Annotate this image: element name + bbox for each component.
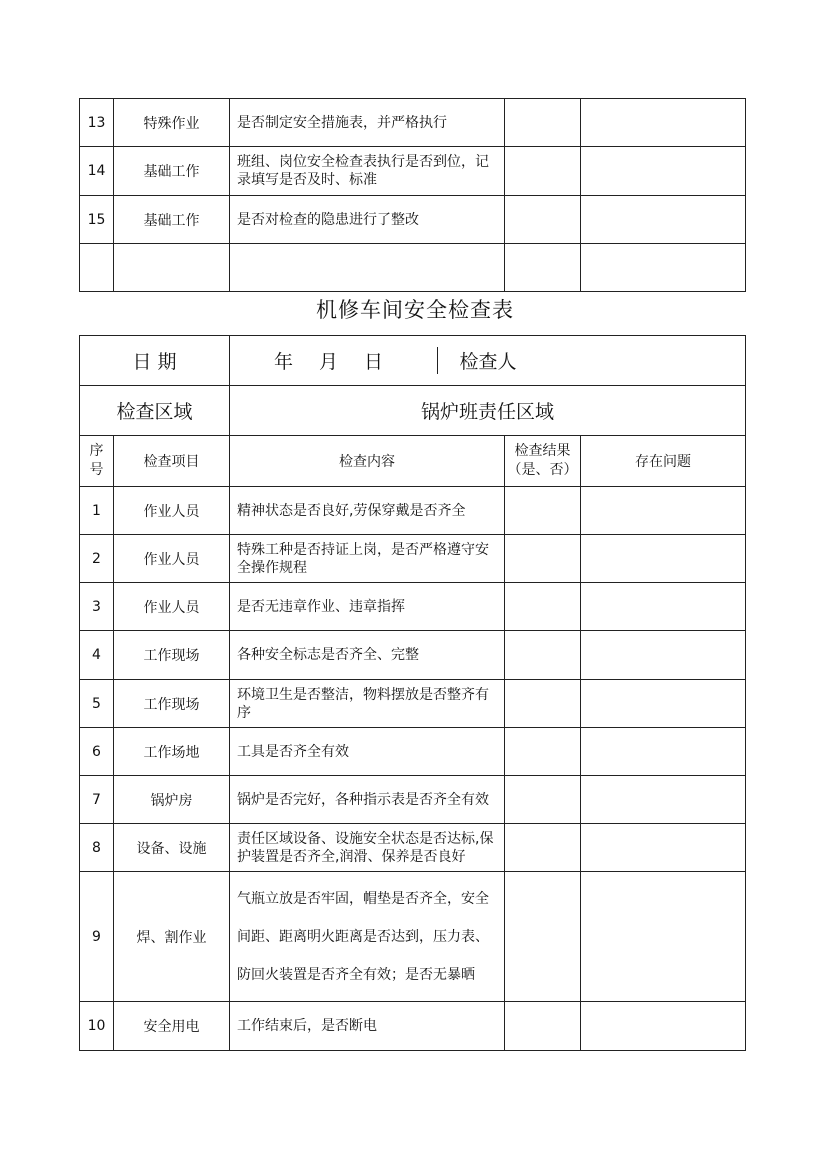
row-number: 15: [80, 196, 114, 244]
result-cell[interactable]: [505, 196, 581, 244]
issue-cell[interactable]: [581, 872, 746, 1002]
row-number: 4: [80, 631, 114, 680]
check-item: 作业人员: [114, 487, 230, 535]
empty-cell[interactable]: [581, 244, 746, 292]
table-row: [80, 99, 746, 147]
row-number: 7: [80, 776, 114, 824]
result-cell[interactable]: [505, 680, 581, 728]
table-row: [80, 728, 746, 776]
empty-row: [80, 244, 746, 292]
date-row: [80, 336, 746, 386]
table-row: [80, 631, 746, 680]
col-header-issues: 存在问题: [581, 436, 746, 487]
inspector-label: 检查人: [437, 347, 538, 374]
check-item: 设备、设施: [114, 824, 230, 872]
issue-cell[interactable]: [581, 487, 746, 535]
issue-cell[interactable]: [581, 824, 746, 872]
check-item: 作业人员: [114, 535, 230, 583]
check-content: 班组、岗位安全检查表执行是否到位，记录填写是否及时、标准: [230, 147, 505, 196]
top-checklist-table: [79, 98, 746, 292]
inspector-value[interactable]: [538, 347, 745, 374]
check-content: 责任区域设备、设施安全状态是否达标,保护装置是否齐全,润滑、保养是否良好: [230, 824, 505, 872]
row-number: 14: [80, 147, 114, 196]
table-row: [80, 1002, 746, 1051]
table-row: [80, 147, 746, 196]
col-header-result-line1: 检查结果: [514, 443, 571, 459]
result-cell[interactable]: [505, 147, 581, 196]
col-header-result-line2: （是、否）: [507, 462, 578, 478]
date-inspector-cell: [230, 336, 746, 386]
result-cell[interactable]: [505, 728, 581, 776]
row-number: 1: [80, 487, 114, 535]
check-item: 作业人员: [114, 583, 230, 631]
row-number: 13: [80, 99, 114, 147]
check-item: 特殊作业: [114, 99, 230, 147]
issue-cell[interactable]: [581, 776, 746, 824]
check-item: 基础工作: [114, 196, 230, 244]
table-row: [80, 776, 746, 824]
check-content: 特殊工种是否持证上岗，是否严格遵守安全操作规程: [230, 535, 505, 583]
result-cell[interactable]: [505, 487, 581, 535]
issue-cell[interactable]: [581, 1002, 746, 1051]
table-row: [80, 487, 746, 535]
table-row: [80, 872, 746, 1002]
row-number: 5: [80, 680, 114, 728]
empty-cell[interactable]: [114, 244, 230, 292]
check-content: 锅炉是否完好，各种指示表是否齐全有效: [230, 776, 505, 824]
result-cell[interactable]: [505, 1002, 581, 1051]
col-header-content: 检查内容: [230, 436, 505, 487]
check-content: 环境卫生是否整洁，物料摆放是否整齐有序: [230, 680, 505, 728]
row-number: 10: [80, 1002, 114, 1051]
area-value: 锅炉班责任区域: [230, 386, 746, 436]
result-cell[interactable]: [505, 824, 581, 872]
check-content: 气瓶立放是否牢固，帽垫是否齐全，安全间距、距离明火距离是否达到，压力表、防回火装置是否齐全有效；是否无暴晒: [230, 872, 505, 1002]
safety-checklist-table: [79, 335, 746, 1051]
issue-cell[interactable]: [581, 535, 746, 583]
col-header-result: [505, 436, 581, 487]
issue-cell[interactable]: [581, 196, 746, 244]
check-content: 精神状态是否良好,劳保穿戴是否齐全: [230, 487, 505, 535]
check-item: 工作现场: [114, 631, 230, 680]
check-item: 工作场地: [114, 728, 230, 776]
check-content: 是否制定安全措施表，并严格执行: [230, 99, 505, 147]
table-row: [80, 680, 746, 728]
check-content: 各种安全标志是否齐全、完整: [230, 631, 505, 680]
table-row: [80, 535, 746, 583]
check-item: 锅炉房: [114, 776, 230, 824]
empty-cell[interactable]: [230, 244, 505, 292]
col-header-no: 序号: [80, 436, 114, 487]
result-cell[interactable]: [505, 583, 581, 631]
area-row: [80, 386, 746, 436]
col-header-item: 检查项目: [114, 436, 230, 487]
issue-cell[interactable]: [581, 583, 746, 631]
result-cell[interactable]: [505, 535, 581, 583]
column-header-row: [80, 436, 746, 487]
check-item: 工作现场: [114, 680, 230, 728]
check-content: 工作结束后，是否断电: [230, 1002, 505, 1051]
result-cell[interactable]: [505, 776, 581, 824]
area-label: 检查区域: [80, 386, 230, 436]
table-row: [80, 583, 746, 631]
table-row: [80, 196, 746, 244]
issue-cell[interactable]: [581, 631, 746, 680]
issue-cell[interactable]: [581, 99, 746, 147]
result-cell[interactable]: [505, 872, 581, 1002]
issue-cell[interactable]: [581, 680, 746, 728]
check-content: 是否无违章作业、违章指挥: [230, 583, 505, 631]
result-cell[interactable]: [505, 99, 581, 147]
empty-cell[interactable]: [80, 244, 114, 292]
row-number: 2: [80, 535, 114, 583]
row-number: 8: [80, 824, 114, 872]
empty-cell[interactable]: [505, 244, 581, 292]
date-value[interactable]: 年 月 日: [273, 351, 394, 373]
date-label: 日 期: [80, 336, 230, 386]
result-cell[interactable]: [505, 631, 581, 680]
issue-cell[interactable]: [581, 728, 746, 776]
check-item: 基础工作: [114, 147, 230, 196]
check-content: 工具是否齐全有效: [230, 728, 505, 776]
check-item: 安全用电: [114, 1002, 230, 1051]
issue-cell[interactable]: [581, 147, 746, 196]
sheet-title: 机修车间安全检查表: [316, 298, 514, 322]
row-number: 6: [80, 728, 114, 776]
check-item: 焊、割作业: [114, 872, 230, 1002]
table-row: [80, 824, 746, 872]
row-number: 3: [80, 583, 114, 631]
check-content: 是否对检查的隐患进行了整改: [230, 196, 505, 244]
row-number: 9: [80, 872, 114, 1002]
